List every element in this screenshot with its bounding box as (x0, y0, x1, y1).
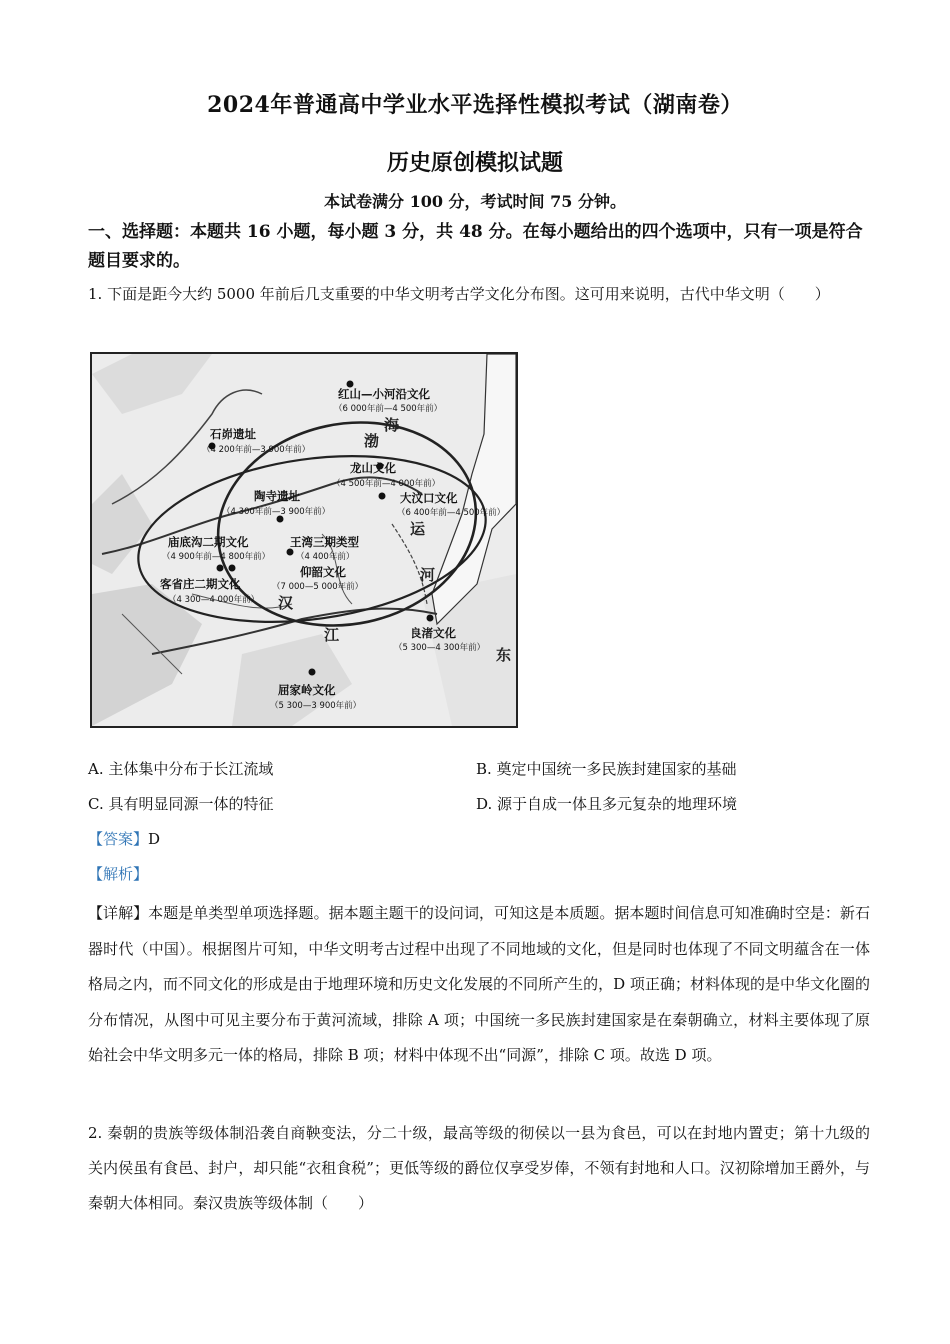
map-mark-bo: 渤 (364, 432, 380, 450)
detail-paragraph (88, 896, 870, 1074)
map-mark-hai: 海 (384, 416, 400, 434)
map-label-liangzhu: 良渚文化 (410, 626, 456, 640)
map-date-taosi: （4 300年前—3 900年前） (222, 507, 331, 517)
map-date-longshan: （4 500年前—4 000年前） (332, 479, 441, 489)
map-label-miaodigou: 庙底沟二期文化 (168, 535, 249, 549)
detail-text: 本题是单类型单项选择题。据本题主题干的设问词，可知这是本质题。据本题时间信息可知准确时空是：新石器时代（中国）。根据图片可知，中华文明考古过程中出现了不同地域的文化，但是同时也体现了不同文明蕴含在一体格局之内，而不同文化的形成是由于地理环境和历史文化发展的不同所产生的，D 项正确；材料体现的是中华文化圈的分布情况，从图中可见主要分布于黄河流域，排除 A 项；中国统一多民族封建国家是在秦朝确立，材料主要体现了原始社会中华文明多元一体的格局，排除 B 项；材料中体现不出“同源”，排除 C 项。故选 D 项。 (88, 904, 870, 1064)
exam-subtitle: 历史原创模拟试题 (386, 150, 563, 176)
exam-title: 2024年普通高中学业水平选择性模拟考试（湖南卷） (207, 92, 743, 118)
map-label-yangshao: 仰韶文化 (300, 565, 346, 579)
section-heading: 一、选择题：本题共 16 小题，每小题 3 分，共 48 分。在每小题给出的四个选项中，只有一项是符合题目要求的。 (88, 222, 863, 271)
map-label-taosi: 陶寺遗址 (254, 489, 300, 503)
map-label-longshan: 龙山文化 (350, 461, 396, 475)
map-date-yangshao: （7 000—5 000年前） (272, 582, 364, 592)
culture-distribution-map (90, 352, 518, 728)
map-label-wangwan: 王湾三期类型 (290, 535, 359, 549)
option-a: A. 主体集中分布于长江流域 (88, 760, 274, 778)
option-d: D. 源于自成一体且多元复杂的地理环境 (476, 795, 738, 813)
question-2-stem: 2. 秦朝的贵族等级体制沿袭自商鞅变法，分二十级，最高等级的彻侯以一县为食邑，可以在封地内置吏；第十九级的关内侯虽有食邑、封户，却只能“衣租食税”；更低等级的爵位仅享受岁俸，不领有封地和人口。汉初除增加王爵外，与秦朝大体相同。秦汉贵族等级体制（ ） (88, 1124, 870, 1212)
map-label-hongshan: 红山—小河沿文化 (338, 387, 430, 401)
map-date-shimao: （4 200年前—3 900年前） (202, 445, 311, 455)
map-mark-han: 汉 (278, 594, 294, 612)
map-date-miaodigou: （4 900年前—4 800年前） (162, 552, 271, 562)
analysis-tag: 【解析】 (88, 865, 149, 883)
option-c: C. 具有明显同源一体的特征 (88, 795, 274, 813)
map-mark-he: 河 (420, 566, 436, 584)
map-label-shimao: 石峁遗址 (210, 427, 256, 441)
map-date-qujialing: （5 300—3 900年前） (270, 701, 362, 711)
answer-value: D (148, 830, 161, 848)
map-date-liangzhu: （5 300—4 300年前） (394, 643, 486, 653)
exam-note: 本试卷满分 100 分，考试时间 75 分钟。 (324, 192, 626, 211)
map-mark-yun: 运 (410, 520, 426, 538)
map-date-wangwan: （4 400年前） (296, 552, 355, 562)
map-mark-dong: 东 (496, 646, 512, 664)
answer-line (88, 828, 160, 849)
map-label-dawenkou: 大汶口文化 (400, 491, 458, 505)
map-mark-jiang: 江 (324, 626, 340, 644)
question-1-stem: 1. 下面是距今大约 5000 年前后几支重要的中华文明考古学文化分布图。这可用来说明，古代中华文明（ ） (88, 285, 830, 303)
map-date-dawenkou: （6 400年前—4 500年前） (397, 508, 506, 518)
detail-tag: 【详解】 (88, 904, 149, 922)
option-b: B. 奠定中国统一多民族封建国家的基础 (476, 760, 737, 778)
map-label-qujialing: 屈家岭文化 (278, 683, 336, 697)
map-date-hongshan: （6 000年前—4 500年前） (334, 404, 443, 414)
answer-tag: 【答案】 (88, 830, 149, 848)
map-label-keshengzhuang: 客省庄二期文化 (160, 577, 241, 591)
map-date-keshengzhuang: （4 300—4 000年前） (168, 595, 260, 605)
map-graphic (92, 354, 516, 726)
